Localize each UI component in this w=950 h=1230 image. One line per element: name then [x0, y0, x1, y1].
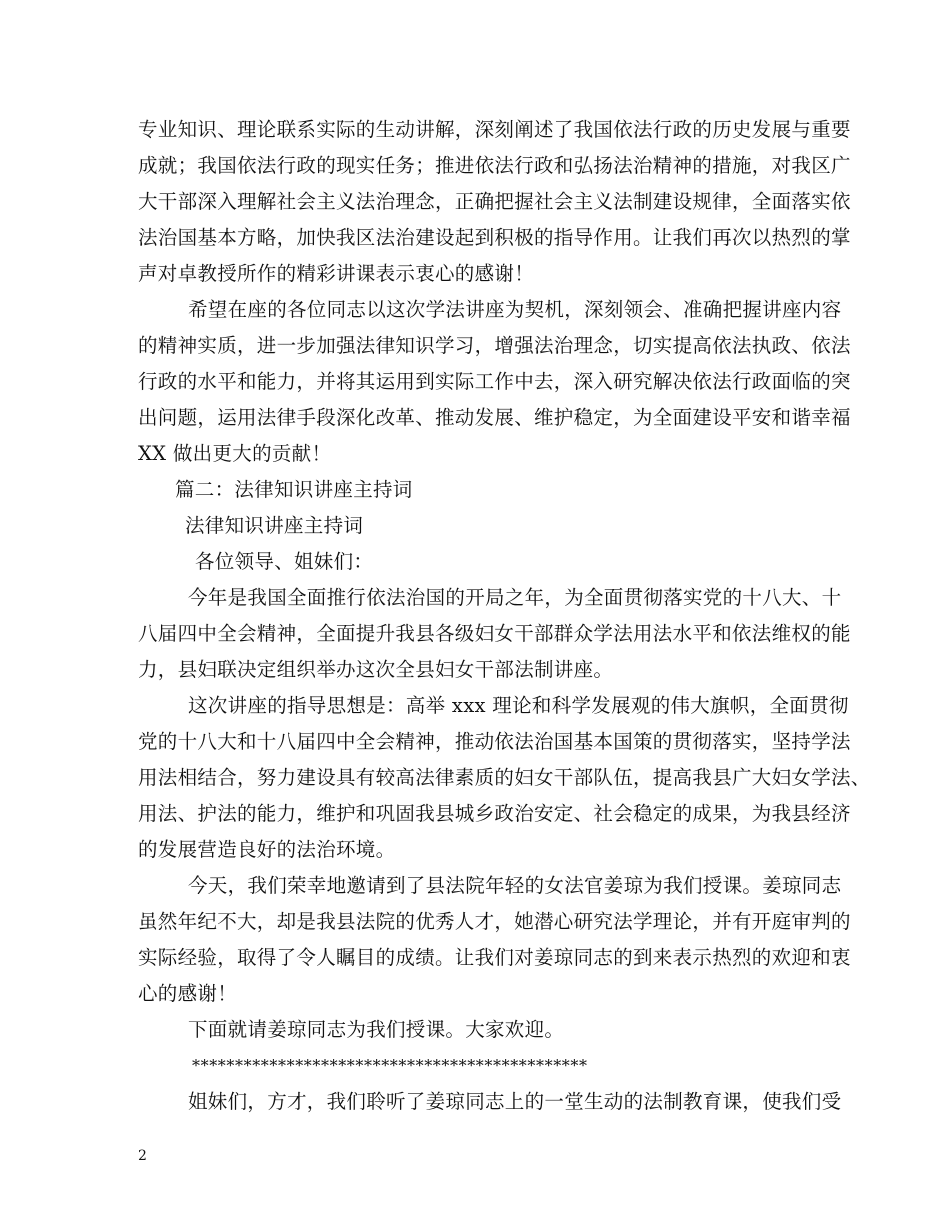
text-line: XX 做出更大的贡献！: [138, 442, 332, 465]
paragraph-first-line: 今天，我们荣幸地邀请到了县法院年轻的女法官姜琼为我们授课。姜琼同志: [188, 874, 842, 897]
text-line: 党的十八大和十八届四中全会精神，推动依法治国基本国策的贯彻落实，坚持学法: [138, 730, 851, 753]
text-line: 八届四中全会精神，全面提升我县各级妇女干部群众学法用法水平和依法维权的能: [138, 622, 851, 645]
paragraph-first-line: 姐妹们，方才，我们聆听了姜琼同志上的一堂生动的法制教育课，使我们受: [188, 1090, 842, 1113]
section-heading: 篇二：法律知识讲座主持词: [175, 478, 413, 501]
text-line: 专业知识、理论联系实际的生动讲解，深刻阐述了我国依法行政的历史发展与重要: [138, 118, 851, 141]
text-line: 成就；我国依法行政的现实任务；推进依法行政和弘扬法治精神的措施，对我区广: [138, 154, 851, 177]
text-line: 大干部深入理解社会主义法治理念，正确把握社会主义法制建设规律，全面落实依: [138, 190, 851, 213]
page-number: 2: [138, 1148, 147, 1164]
paragraph-first-line: 希望在座的各位同志以这次学法讲座为契机，深刻领会、准确把握讲座内容: [188, 298, 842, 321]
asterisk-divider: **********************************************: [192, 1056, 588, 1075]
text-line: 实际经验，取得了令人瞩目的成绩。让我们对姜琼同志的到来表示热烈的欢迎和衷: [138, 946, 851, 969]
text-line: 的精神实质，进一步加强法律知识学习，增强法治理念，切实提高依法执政、依法: [138, 334, 851, 357]
text-line: 法治国基本方略，加快我区法治建设起到积极的指导作用。让我们再次以热烈的掌: [138, 226, 851, 249]
text-line: 虽然年纪不大，却是我县法院的优秀人才，她潜心研究法学理论，并有开庭审判的: [138, 910, 851, 933]
salutation: 各位领导、姐妹们：: [195, 550, 374, 573]
text-line: 用法、护法的能力，维护和巩固我县城乡政治安定、社会稳定的成果，为我县经济: [138, 802, 851, 825]
text-line: 的发展营造良好的法治环境。: [138, 838, 396, 861]
text-line: 心的感谢！: [138, 982, 238, 1005]
text-line: 力，县妇联决定组织举办这次全县妇女干部法制讲座。: [138, 658, 614, 681]
paragraph-first-line: 这次讲座的指导思想是：高举 xxx 理论和科学发展观的伟大旗帜，全面贯彻: [188, 694, 849, 717]
text-line: 声对卓教授所作的精彩讲课表示衷心的感谢！: [138, 262, 535, 285]
paragraph-first-line: 今年是我国全面推行依法治国的开局之年，为全面贯彻落实党的十八大、十: [188, 586, 842, 609]
text-line: 用法相结合，努力建设具有较高法律素质的妇女干部队伍，提高我县广大妇女学法、: [138, 766, 871, 789]
text-line: 行政的水平和能力，并将其运用到实际工作中去，深入研究解决依法行政面临的突: [138, 370, 851, 393]
paragraph-first-line: 下面就请姜琼同志为我们授课。大家欢迎。: [188, 1018, 565, 1041]
text-line: 出问题，运用法律手段深化改革、推动发展、维护稳定，为全面建设平安和谐幸福: [138, 406, 851, 429]
section-subtitle: 法律知识讲座主持词: [185, 514, 364, 537]
